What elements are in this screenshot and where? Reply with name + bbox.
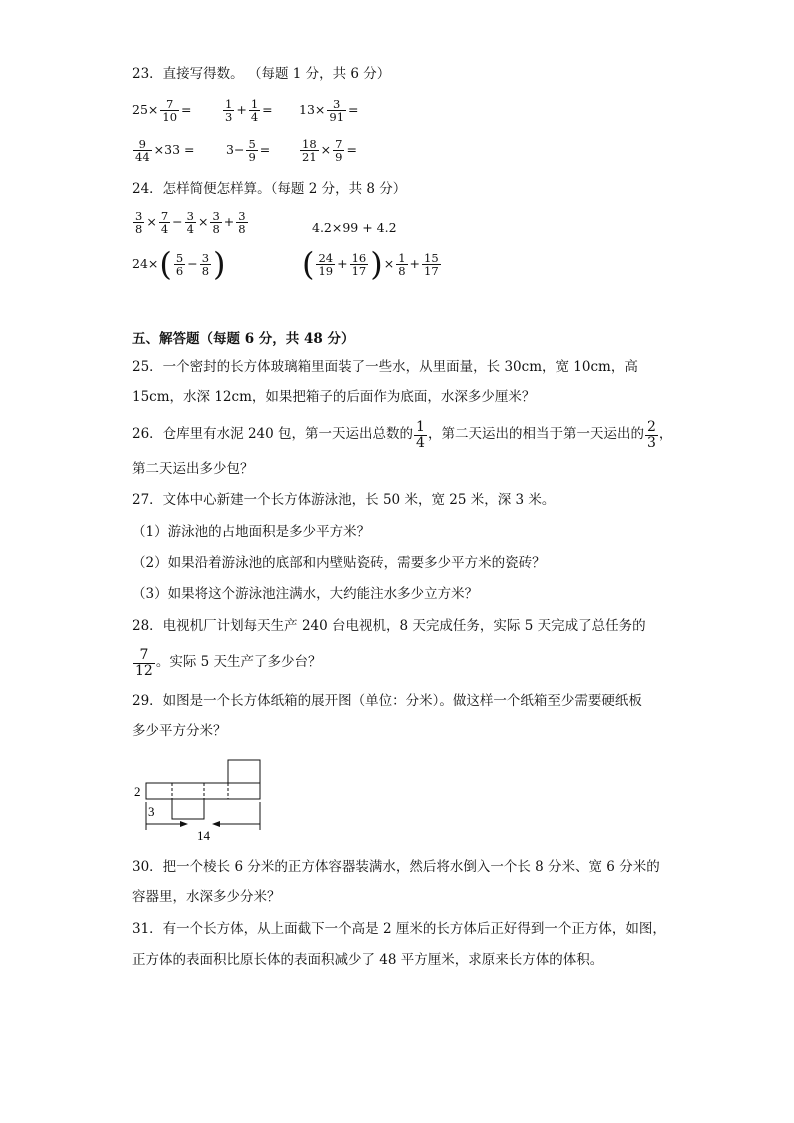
q27-title: 27．文体中心新建一个长方体游泳池，长 50 米，宽 25 米，深 3 米。: [132, 492, 556, 508]
q23-item-5: 3− $\frac{5}{9}$ =: [226, 137, 271, 165]
net-strip: [146, 783, 260, 799]
q28-line-2: $\frac{7}{12}$ 。实际 5 天生产了多少台？: [135, 647, 322, 679]
q24-expr-2: 4.2×99 + 4.2: [312, 220, 397, 235]
q29-line-1: 29．如图是一个长方体纸箱的展开图（单位：分米）。做这样一个纸箱至少需要硬纸板: [132, 693, 642, 709]
net-bottom-face: [172, 799, 204, 819]
q23-title: 23．直接写得数。 （每题 1 分，共 6 分）: [132, 66, 391, 82]
q30-line-2: 容器里，水深多少分米？: [132, 889, 281, 905]
q25-line-1: 25．一个密封的长方体玻璃箱里面装了一些水，从里面量，长 30cm，宽 10cm，高: [132, 359, 638, 375]
q24-expr-1: $\frac{3}{8}$ × $\frac{7}{4}$ − $\frac{3}{4}$ × $\frac{3}{8}$ + $\frac{3}{8}$: [135, 209, 246, 237]
q27-sub-2: （2）如果沿着游泳池的底部和内壁贴瓷砖，需要多少平方米的瓷砖？: [132, 555, 546, 571]
label-2: 2: [134, 784, 141, 799]
section-heading: 五、解答题（每题 6 分，共 48 分）: [132, 331, 355, 347]
q24-expr-3: 24× ( $\frac{5}{6}$ − $\frac{3}{8}$ ): [132, 245, 226, 283]
label-14: 14: [197, 828, 210, 843]
q26-line-2: 第二天运出多少包？: [132, 461, 254, 477]
q27-sub-3: （3）如果将这个游泳池注满水，大约能注水多少立方米？: [132, 586, 479, 602]
q24-title: 24．怎样简便怎样算。（每题 2 分，共 8 分）: [132, 181, 407, 197]
q28-line-1: 28．电视机厂计划每天生产 240 台电视机，8 天完成任务，实际 5 天完成了总任务的: [132, 618, 646, 634]
q25-line-2: 15cm，水深 12cm，如果把箱子的后面作为底面，水深多少厘米？: [132, 389, 536, 405]
q23-item-6: $\frac{18}{21}$ × $\frac{7}{9}$ =: [302, 137, 357, 165]
q23-item-4: $\frac{9}{44}$ ×33 =: [135, 137, 195, 165]
q23-item-1: 25× $\frac{7}{10}$ =: [132, 97, 192, 125]
q30-line-1: 30．把一个棱长 6 分米的正方体容器装满水，然后将水倒入一个长 8 分米、宽 6 分米的: [132, 859, 660, 875]
q31-line-1: 31．有一个长方体，从上面截下一个高是 2 厘米的长方体后正好得到一个正方体，如图，: [132, 921, 666, 937]
q23-item-3: 13× $\frac{3}{91}$ =: [299, 97, 359, 125]
q27-sub-1: （1）游泳池的占地面积是多少平方米？: [132, 524, 371, 540]
q24-expr-4: ( $\frac{24}{19}$ + $\frac{16}{17}$ ) × $\frac{1}{8}$ + $\frac{15}{17}$: [302, 245, 439, 283]
q26-line-1: 26．仓库里有水泥 240 包，第一天运出总数的 $\frac{1}{4}$ ，第二天运出的相当于第一天运出的 $\frac{2}{3}$ ，: [132, 419, 673, 451]
q29-line-2: 多少平方分米？: [132, 723, 227, 739]
box-net-diagram: [120, 750, 280, 845]
q23-item-2: $\frac{1}{3}$ + $\frac{1}{4}$ =: [225, 97, 273, 125]
q31-line-2: 正方体的表面积比原长体的表面积减少了 48 平方厘米，求原来长方体的体积。: [132, 952, 604, 968]
label-3: 3: [148, 804, 155, 819]
net-top-face: [228, 760, 260, 783]
